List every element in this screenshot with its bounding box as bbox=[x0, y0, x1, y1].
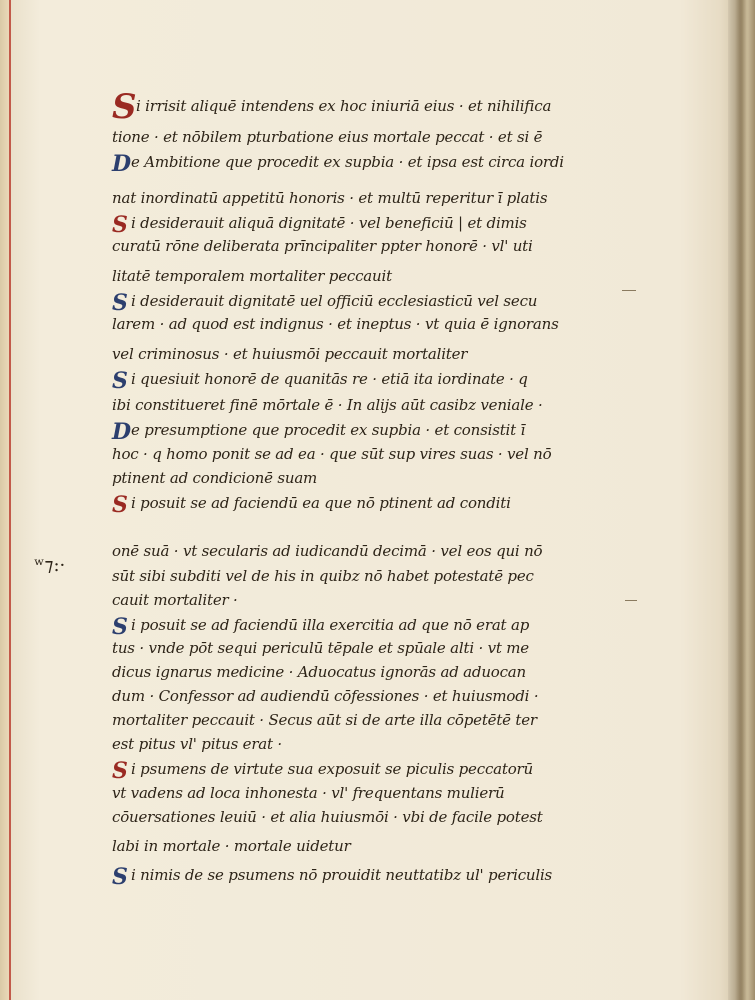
text-line bbox=[112, 663, 526, 681]
line-text: ibi constitueret finē mōrtale ē · In alijs aūt casibz veniale · bbox=[112, 396, 543, 414]
decorated-initial: S bbox=[112, 614, 128, 640]
text-line bbox=[112, 369, 528, 393]
text-line bbox=[112, 687, 538, 705]
line-text: i posuit se ad faciendū illa exercitia ad que nō erat ap bbox=[131, 616, 530, 634]
line-text: labi in mortale · mortale uidetur bbox=[112, 837, 351, 855]
line-text: est pitus vl' pitus erat · bbox=[112, 735, 282, 753]
text-line bbox=[112, 493, 511, 517]
text-line bbox=[112, 542, 542, 560]
decorated-initial: D bbox=[112, 419, 131, 445]
line-text: vel criminosus · et huiusmōi peccauit mortaliter bbox=[112, 345, 468, 363]
text-line bbox=[112, 315, 559, 333]
line-text: i psumens de virtute sua exposuit se piculis peccatorū bbox=[131, 760, 533, 778]
line-text: e presumptione que procedit ex supbia · et consistit ī bbox=[131, 421, 526, 439]
decorated-initial: S bbox=[112, 864, 128, 890]
text-line bbox=[112, 591, 238, 609]
margin-tick bbox=[625, 600, 637, 601]
text-line bbox=[112, 615, 529, 639]
text-line bbox=[112, 420, 525, 444]
text-line bbox=[112, 735, 282, 753]
line-text: larem · ad quod est indignus · et ineptus · vt quia ē ignorans bbox=[112, 315, 559, 333]
line-text: sūt sibi subditi vel de his in quibz nō habet potestatē pec bbox=[112, 567, 534, 585]
text-line bbox=[112, 639, 529, 657]
text-line bbox=[112, 128, 542, 146]
text-line bbox=[112, 291, 537, 315]
line-text: i irrisit aliquē intendens ex hoc iniuriā eius · et nihilifica bbox=[136, 97, 552, 115]
text-line bbox=[112, 267, 392, 285]
text-line bbox=[112, 345, 467, 363]
margin-tick bbox=[622, 290, 636, 291]
text-line bbox=[112, 87, 552, 127]
text-line bbox=[112, 189, 547, 207]
text-line bbox=[112, 445, 551, 463]
decorated-initial: S bbox=[112, 87, 137, 127]
decorated-initial: D bbox=[112, 151, 131, 177]
line-text: curatū rōne deliberata prīncipaliter ppter honorē · vl' uti bbox=[112, 237, 533, 255]
line-text: tus · vnde pōt sequi periculū tēpale et spūale alti · vt me bbox=[112, 639, 529, 657]
line-text: hoc · q homo ponit se ad ea · que sūt sup vires suas · vel nō bbox=[112, 445, 552, 463]
line-text: dum · Confessor ad audiendū cōfessiones · et huiusmodi · bbox=[112, 687, 539, 705]
line-text: mortaliter peccauit · Secus aūt si de arte illa cōpetētē ter bbox=[112, 711, 537, 729]
line-text: litatē temporalem mortaliter peccauit bbox=[112, 267, 392, 285]
line-text: i desiderauit dignitatē uel officiū ecclesiasticū vel secu bbox=[131, 292, 538, 310]
line-text: cōuersationes leuiū · et alia huiusmōi · vbi de facile potest bbox=[112, 808, 543, 826]
line-text: tione · et nōbilem pturbatione eius mortale peccat · et si ē bbox=[112, 128, 543, 146]
text-line bbox=[112, 469, 317, 487]
line-text: ptinent ad condicionē suam bbox=[112, 469, 318, 487]
text-line bbox=[112, 396, 543, 414]
line-text: i posuit se ad faciendū ea que nō ptinent ad conditi bbox=[131, 494, 511, 512]
margin-annotation: ʷ⁊:· bbox=[34, 555, 66, 576]
text-line bbox=[112, 237, 533, 255]
decorated-initial: S bbox=[112, 368, 128, 394]
page-left-edge bbox=[0, 0, 9, 1000]
text-line bbox=[112, 152, 564, 176]
line-text: vt vadens ad loca inhonesta · vl' frequentans mulierū bbox=[112, 784, 505, 802]
decorated-initial: S bbox=[112, 492, 128, 518]
line-text: onē suā · vt secularis ad iudicandū decimā · vel eos qui nō bbox=[112, 542, 543, 560]
text-line bbox=[112, 808, 543, 826]
line-text: i nimis de se psumens nō prouidit neuttatibz ul' periculis bbox=[131, 866, 553, 884]
text-line bbox=[112, 213, 527, 237]
line-text: cauit mortaliter · bbox=[112, 591, 238, 609]
line-text: nat inordinatū appetitū honoris · et multū reperitur ī platis bbox=[112, 189, 548, 207]
decorated-initial: S bbox=[112, 290, 128, 316]
decorated-initial: S bbox=[112, 212, 128, 238]
text-line bbox=[112, 784, 504, 802]
text-line bbox=[112, 865, 552, 889]
decorated-initial: S bbox=[112, 758, 128, 784]
red-margin-rule bbox=[9, 0, 11, 1000]
line-text: i desiderauit aliquā dignitatē · vel beneficiū | et dimis bbox=[131, 214, 527, 232]
text-line bbox=[112, 837, 351, 855]
line-text: i quesiuit honorē de quanitās re · etiā ita iordinate · q bbox=[131, 370, 528, 388]
text-line bbox=[112, 567, 534, 585]
text-line bbox=[112, 759, 533, 783]
line-text: e Ambitione que procedit ex supbia · et ipsa est circa iordi bbox=[131, 153, 564, 171]
line-text: dicus ignarus medicine · Aduocatus ignorās ad aduocan bbox=[112, 663, 527, 681]
book-gutter bbox=[728, 0, 755, 1000]
text-line bbox=[112, 711, 537, 729]
